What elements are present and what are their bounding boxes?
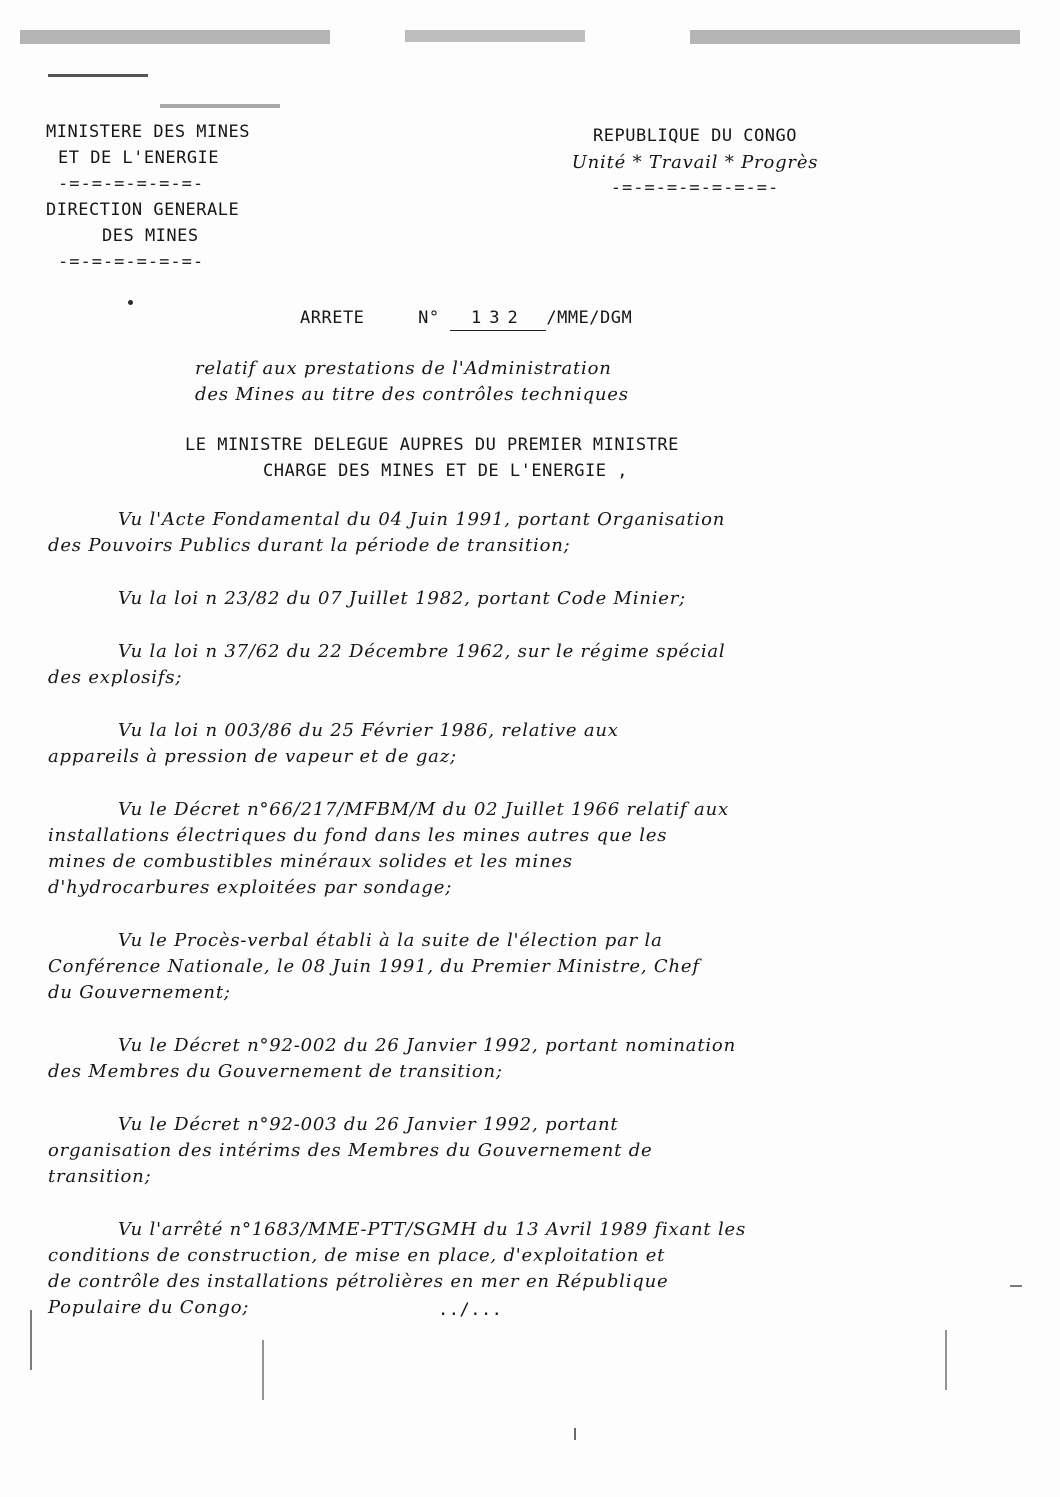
consideration-line: Vu l'arrêté n°1683/MME-PTT/SGMH du 13 Avril 1989 fixant les (118, 1219, 746, 1240)
scan-noise-bottom (262, 1340, 264, 1400)
consideration-line: de contrôle des installations pétrolières en mer en République (48, 1271, 669, 1292)
scan-noise-bottom (1010, 1285, 1022, 1287)
minister-line: CHARGE DES MINES ET DE L'ENERGIE , (263, 461, 628, 481)
arrete-number: 132 (450, 306, 546, 331)
republic-name: REPUBLIQUE DU CONGO (593, 126, 797, 146)
consideration-item (48, 507, 898, 559)
consideration-line: Vu le Décret n°92-002 du 26 Janvier 1992, portant nomination (118, 1035, 736, 1056)
consideration-line: des explosifs; (48, 667, 183, 688)
consideration-line: Vu le Décret n°66/217/MFBM/M du 02 Juillet 1966 relatif aux (118, 799, 729, 820)
header-separator: -=-=-=-=-=-=- (58, 252, 205, 272)
minister-line: LE MINISTRE DELEGUE AUPRES DU PREMIER MINISTRE (185, 435, 679, 455)
scan-noise-top (690, 30, 1020, 44)
scan-noise-dot (128, 300, 133, 305)
scan-noise-mark (48, 74, 148, 77)
consideration-item (48, 718, 898, 770)
republic-motto: Unité * Travail * Progrès (571, 152, 819, 173)
ministry-header (46, 120, 316, 276)
ministry-name-cont: ET DE L'ENERGIE (58, 148, 220, 168)
considerations-list (48, 507, 898, 1348)
scan-noise-mark (160, 104, 280, 108)
consideration-line: du Gouvernement; (48, 982, 231, 1003)
consideration-item (48, 586, 898, 612)
consideration-item (48, 1112, 898, 1190)
consideration-line: appareils à pression de vapeur et de gaz; (48, 746, 457, 767)
consideration-line: mines de combustibles minéraux solides et les mines (48, 851, 573, 872)
consideration-line: Vu la loi n 23/82 du 07 Juillet 1982, portant Code Minier; (118, 588, 686, 609)
scan-noise-bottom (30, 1310, 32, 1370)
consideration-item (48, 797, 898, 901)
arrete-label: ARRETE (300, 308, 365, 328)
header-separator: -=-=-=-=-=-=-=- (610, 178, 780, 198)
arrete-title (300, 306, 632, 331)
consideration-line: installations électriques du fond dans les mines autres que les (48, 825, 668, 846)
scan-noise-bottom (945, 1330, 947, 1390)
page-continuation: ../... (438, 1300, 503, 1320)
consideration-item (48, 1033, 898, 1085)
consideration-line: Vu la loi n 003/86 du 25 Février 1986, relative aux (118, 720, 619, 741)
consideration-item (48, 639, 898, 691)
arrete-subject (195, 356, 795, 408)
republic-header (525, 124, 865, 202)
subject-line: des Mines au titre des contrôles techniques (195, 384, 629, 405)
scan-noise-top (405, 30, 585, 42)
consideration-line: conditions de construction, de mise en place, d'exploitation et (48, 1245, 666, 1266)
consideration-line: Vu le Décret n°92-003 du 26 Janvier 1992, portant (118, 1114, 619, 1135)
consideration-line: des Membres du Gouvernement de transition; (48, 1061, 503, 1082)
consideration-line: Vu le Procès-verbal établi à la suite de l'élection par la (118, 930, 663, 951)
direction-name-cont: DES MINES (102, 226, 199, 246)
subject-line: relatif aux prestations de l'Administration (195, 358, 612, 379)
consideration-line: Vu la loi n 37/62 du 22 Décembre 1962, sur le régime spécial (118, 641, 726, 662)
consideration-line: d'hydrocarbures exploitées par sondage; (48, 877, 453, 898)
arrete-suffix: /MME/DGM (546, 308, 633, 328)
scan-noise-bottom (574, 1428, 576, 1440)
consideration-line: organisation des intérims des Membres du Gouvernement de (48, 1140, 653, 1161)
minister-title (185, 433, 805, 485)
consideration-line: des Pouvoirs Publics durant la période de transition; (48, 535, 571, 556)
consideration-item (48, 928, 898, 1006)
consideration-line: Populaire du Congo; (48, 1297, 250, 1318)
scan-noise-top (20, 30, 330, 44)
consideration-line: Vu l'Acte Fondamental du 04 Juin 1991, portant Organisation (118, 509, 726, 530)
consideration-line: Conférence Nationale, le 08 Juin 1991, du Premier Ministre, Chef (48, 956, 700, 977)
arrete-n-label: N° (418, 308, 440, 328)
header-separator: -=-=-=-=-=-=- (58, 174, 205, 194)
consideration-line: transition; (48, 1166, 152, 1187)
direction-name: DIRECTION GENERALE (46, 200, 240, 220)
ministry-name: MINISTERE DES MINES (46, 122, 250, 142)
